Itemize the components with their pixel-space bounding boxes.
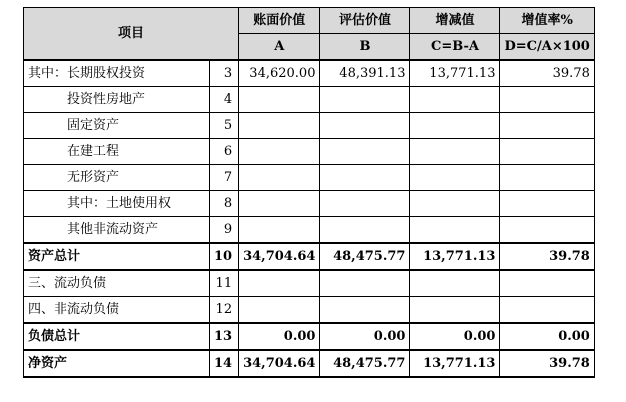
header-book-value: 账面价值 <box>239 8 320 34</box>
cell-change: 13,771.13 <box>410 243 500 270</box>
cell-book-value <box>239 165 320 191</box>
table-row <box>24 191 595 217</box>
row-number: 11 <box>210 270 239 297</box>
cell-change <box>410 87 500 113</box>
cell-book-value: 34,704.64 <box>239 243 320 270</box>
cell-book-value <box>239 217 320 244</box>
cell-rate <box>500 297 594 324</box>
header-item: 项目 <box>24 8 239 61</box>
cell-change <box>410 139 500 165</box>
cell-book-value <box>239 139 320 165</box>
cell-rate <box>500 270 594 297</box>
row-name: 投资性房地产 <box>24 87 210 113</box>
row-number: 5 <box>210 113 239 139</box>
header-code-b: B <box>320 34 410 61</box>
row-name: 净资产 <box>24 350 210 377</box>
cell-change: 0.00 <box>410 323 500 350</box>
cell-change <box>410 191 500 217</box>
header-code-d: D=C/A×100 <box>500 34 594 61</box>
row-name: 资产总计 <box>24 243 210 270</box>
cell-assessed-value <box>320 165 410 191</box>
header-code-a: A <box>239 34 320 61</box>
row-name: 四、非流动负债 <box>24 297 210 324</box>
table-row <box>24 60 595 87</box>
cell-book-value <box>239 113 320 139</box>
cell-rate: 39.78 <box>500 350 594 377</box>
cell-book-value: 34,704.64 <box>239 350 320 377</box>
cell-assessed-value <box>320 191 410 217</box>
cell-assessed-value <box>320 113 410 139</box>
cell-rate: 39.78 <box>500 60 594 87</box>
cell-rate: 0.00 <box>500 323 594 350</box>
row-number: 10 <box>210 243 239 270</box>
valuation-summary-table <box>23 7 595 378</box>
row-name: 其他非流动资产 <box>24 217 210 244</box>
row-name: 负债总计 <box>24 323 210 350</box>
cell-change <box>410 113 500 139</box>
table-row-total-assets <box>24 243 595 270</box>
row-name: 其中：长期股权投资 <box>24 60 210 87</box>
table-row <box>24 139 595 165</box>
cell-assessed-value <box>320 87 410 113</box>
cell-change <box>410 297 500 324</box>
row-number: 4 <box>210 87 239 113</box>
cell-change <box>410 270 500 297</box>
cell-book-value <box>239 191 320 217</box>
cell-rate <box>500 113 594 139</box>
table-row-total-liabilities <box>24 323 595 350</box>
table-row <box>24 165 595 191</box>
cell-assessed-value: 48,391.13 <box>320 60 410 87</box>
header-rate: 增值率% <box>500 8 594 34</box>
header-change: 增减值 <box>410 8 500 34</box>
cell-change: 13,771.13 <box>410 60 500 87</box>
cell-rate <box>500 217 594 244</box>
header-row-titles <box>24 8 595 34</box>
table-row <box>24 270 595 297</box>
cell-assessed-value: 48,475.77 <box>320 350 410 377</box>
table-row-net-assets <box>24 350 595 377</box>
cell-assessed-value <box>320 139 410 165</box>
cell-assessed-value <box>320 297 410 324</box>
cell-book-value: 34,620.00 <box>239 60 320 87</box>
cell-book-value <box>239 297 320 324</box>
row-number: 12 <box>210 297 239 324</box>
row-number: 9 <box>210 217 239 244</box>
cell-assessed-value: 0.00 <box>320 323 410 350</box>
row-name: 在建工程 <box>24 139 210 165</box>
cell-book-value <box>239 87 320 113</box>
row-name: 其中：土地使用权 <box>24 191 210 217</box>
row-name: 固定资产 <box>24 113 210 139</box>
cell-rate <box>500 139 594 165</box>
valuation-table-container <box>23 7 595 378</box>
header-code-c: C=B-A <box>410 34 500 61</box>
row-name: 三、流动负债 <box>24 270 210 297</box>
table-row <box>24 113 595 139</box>
table-row <box>24 217 595 244</box>
cell-rate <box>500 165 594 191</box>
cell-change: 13,771.13 <box>410 350 500 377</box>
row-number: 7 <box>210 165 239 191</box>
row-number: 6 <box>210 139 239 165</box>
cell-assessed-value <box>320 270 410 297</box>
table-row <box>24 87 595 113</box>
row-number: 3 <box>210 60 239 87</box>
row-name: 无形资产 <box>24 165 210 191</box>
cell-rate <box>500 87 594 113</box>
cell-assessed-value: 48,475.77 <box>320 243 410 270</box>
row-number: 8 <box>210 191 239 217</box>
cell-rate <box>500 191 594 217</box>
cell-assessed-value <box>320 217 410 244</box>
cell-rate: 39.78 <box>500 243 594 270</box>
row-number: 14 <box>210 350 239 377</box>
cell-book-value <box>239 270 320 297</box>
header-assessed-value: 评估价值 <box>320 8 410 34</box>
cell-change <box>410 165 500 191</box>
cell-book-value: 0.00 <box>239 323 320 350</box>
row-number: 13 <box>210 323 239 350</box>
cell-change <box>410 217 500 244</box>
table-row <box>24 297 595 324</box>
